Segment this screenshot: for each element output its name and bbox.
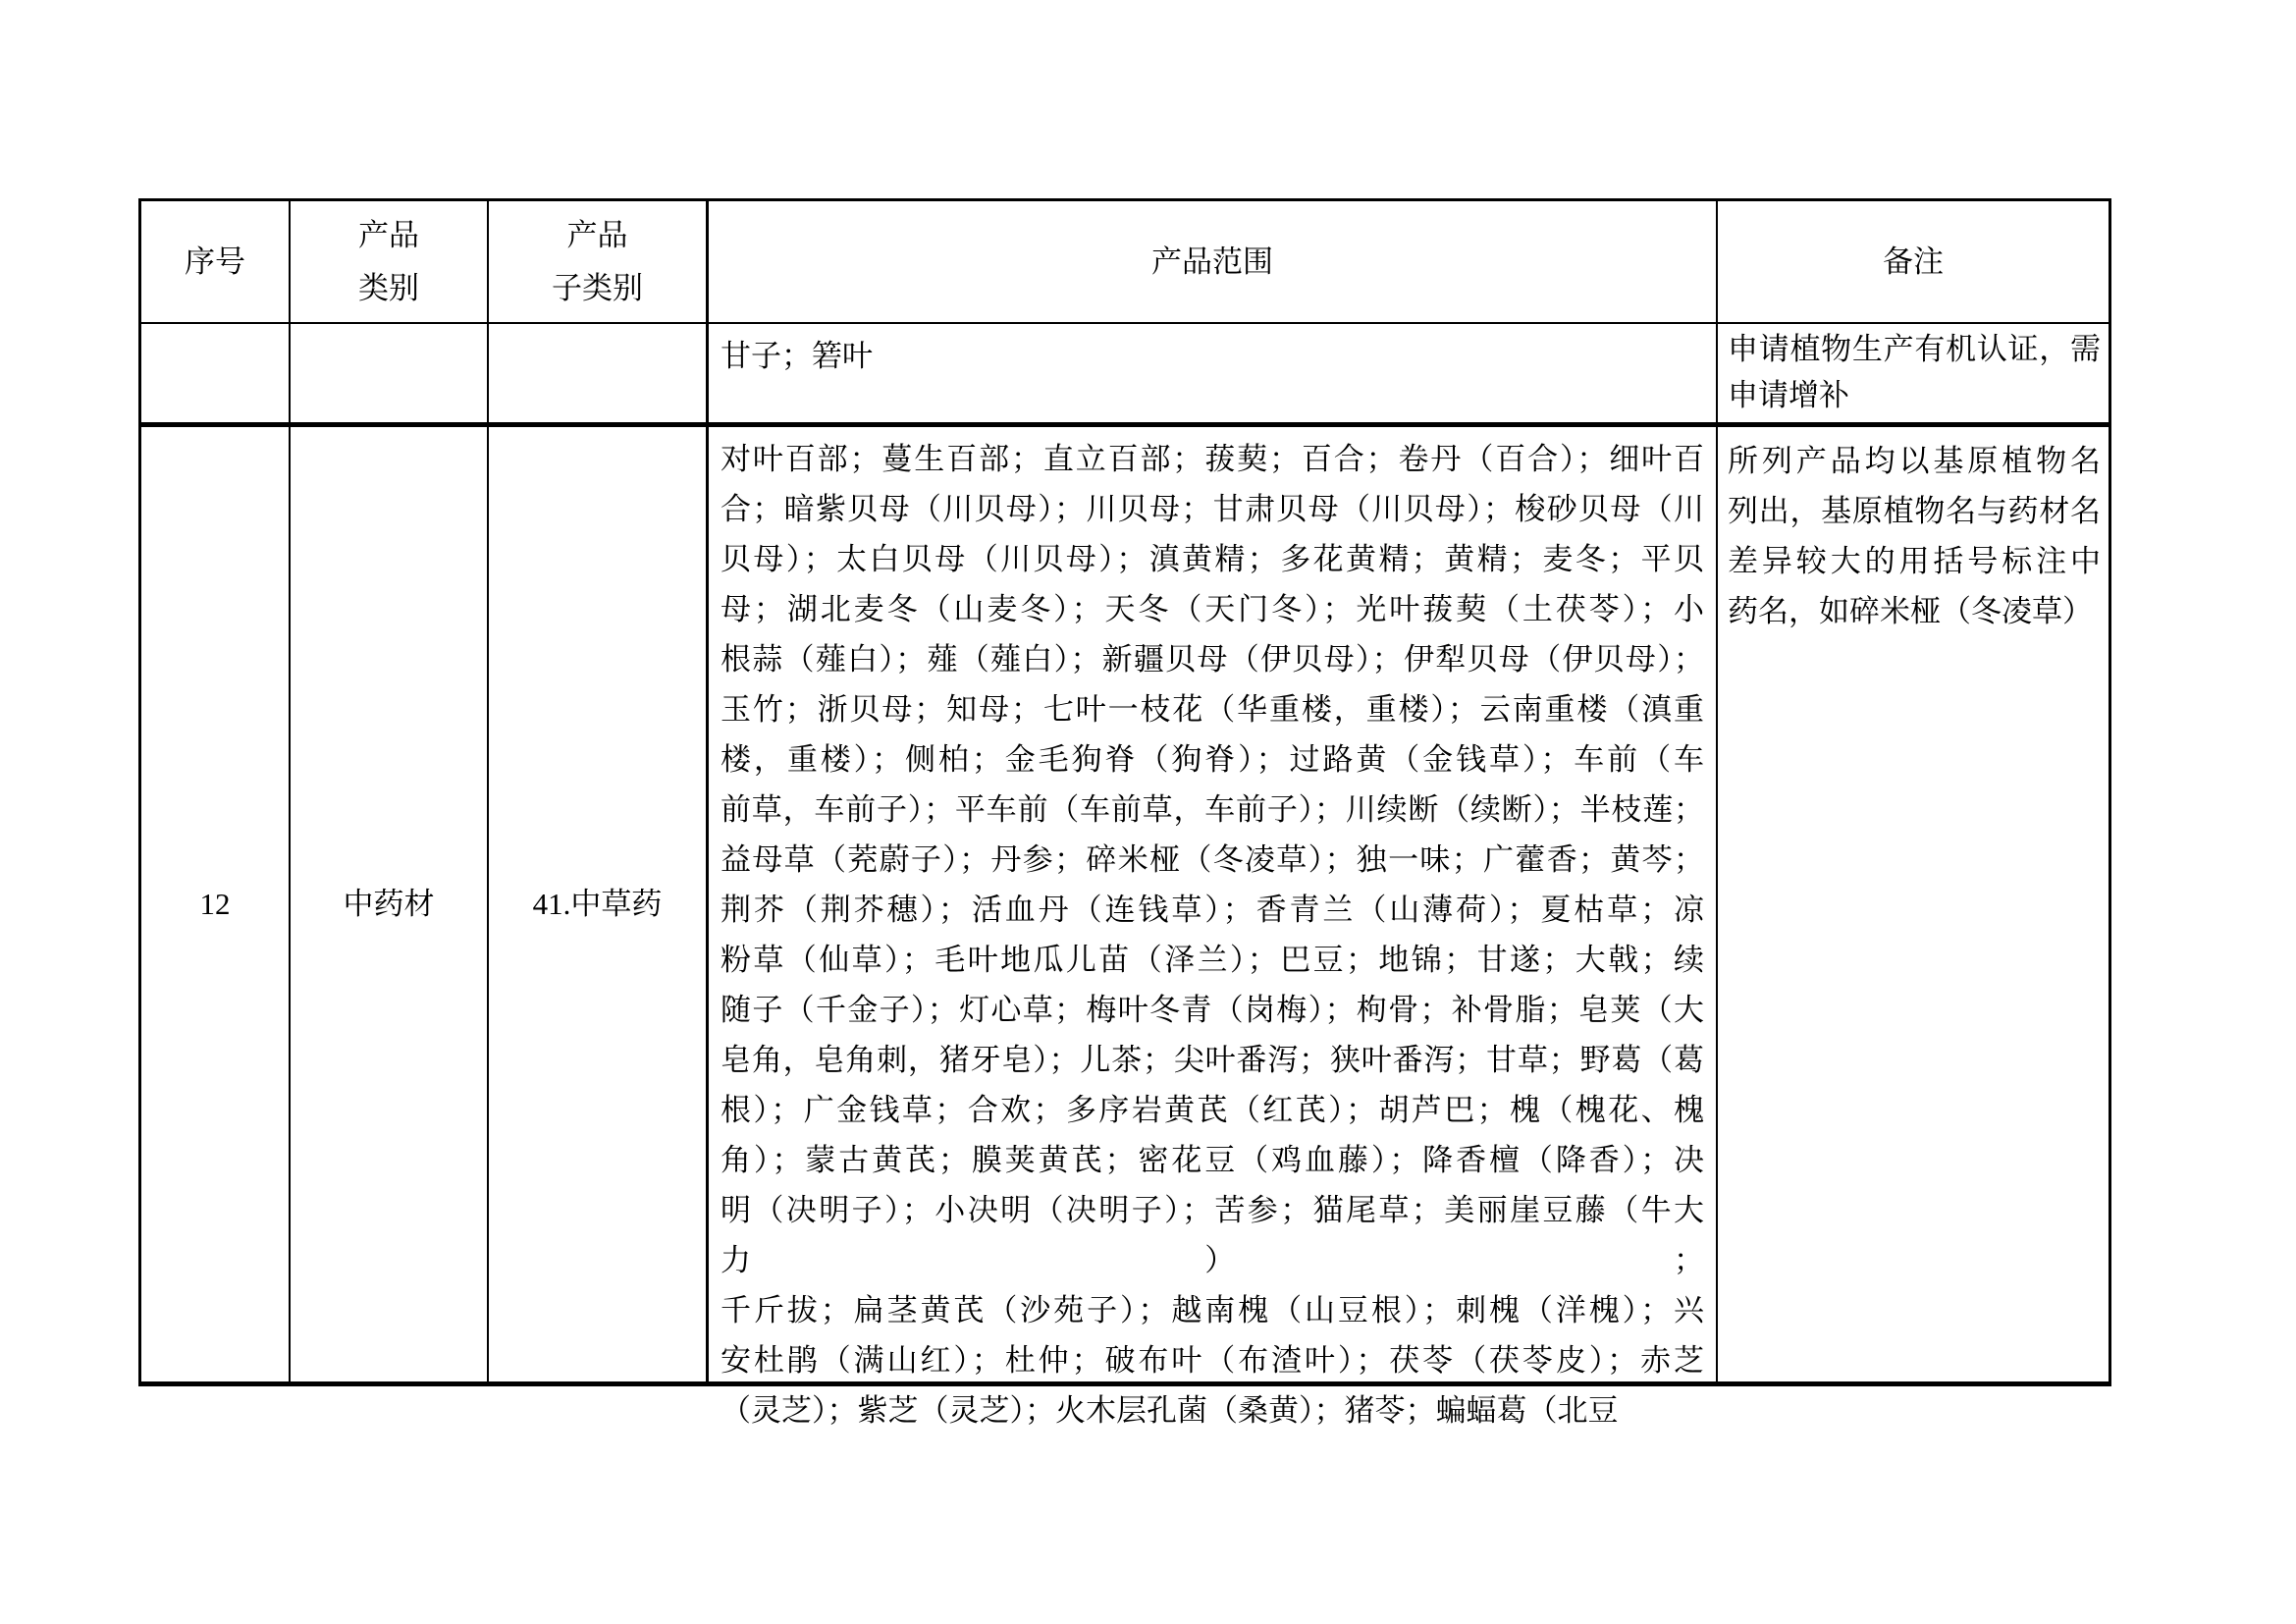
text-line: 申请增补 bbox=[1728, 378, 1849, 412]
row12-subcategory-cell bbox=[489, 427, 709, 1381]
text-line: 贝母）；太白贝母（川贝母）；滇黄精；多花黄精；黄精；麦冬；平贝 bbox=[721, 542, 1704, 576]
text-line: 差异较大的用括号标注中 bbox=[1728, 544, 2101, 578]
text-line: 列出，基原植物名与药材名 bbox=[1728, 494, 2101, 528]
row12-scope-cell bbox=[709, 427, 1718, 1428]
header-subcategory-line2: 子类别 bbox=[552, 270, 643, 305]
text-line: 根）；广金钱草；合欢；多序岩黄芪（红芪）；胡芦巴；槐（槐花、槐 bbox=[721, 1093, 1704, 1127]
text-line: 随子（千金子）；灯心草；梅叶冬青（岗梅）；枸骨；补骨脂；皂荚（大 bbox=[721, 993, 1704, 1027]
header-scope-label: 产品范围 bbox=[1151, 244, 1273, 279]
header-seq bbox=[141, 201, 291, 324]
header-scope bbox=[709, 201, 1718, 324]
row12-seq: 12 bbox=[199, 887, 231, 921]
cont-remark-cell bbox=[1718, 324, 2109, 427]
cont-seq-cell bbox=[141, 324, 291, 427]
text-line: 楼，重楼）；侧柏；金毛狗脊（狗脊）；过路黄（金钱草）；车前（车 bbox=[721, 742, 1704, 777]
text-line: 皂角，皂角刺，猪牙皂）；儿茶；尖叶番泻；狭叶番泻；甘草；野葛（葛 bbox=[721, 1043, 1704, 1077]
header-category bbox=[291, 201, 489, 324]
row12-category: 中药材 bbox=[343, 887, 435, 921]
text-line: 甘子；箬叶 bbox=[721, 339, 873, 373]
header-remark bbox=[1718, 201, 2109, 324]
header-subcategory-line1: 产品 bbox=[566, 217, 628, 252]
cont-subcategory-cell bbox=[489, 324, 709, 427]
text-line: 申请植物生产有机认证，需 bbox=[1728, 332, 2101, 366]
text-line: 玉竹；浙贝母；知母；七叶一枝花（华重楼，重楼）；云南重楼（滇重 bbox=[721, 692, 1704, 727]
text-line: 所列产品均以基原植物名 bbox=[1728, 444, 2101, 478]
row12-category-cell bbox=[291, 427, 489, 1381]
product-category-table bbox=[138, 198, 2111, 1428]
text-line: 对叶百部；蔓生百部；直立百部；菝葜；百合；卷丹（百合）；细叶百 bbox=[721, 442, 1704, 476]
text-line: 角）；蒙古黄芪；膜荚黄芪；密花豆（鸡血藤）；降香檀（降香）；决 bbox=[721, 1143, 1704, 1177]
header-seq-label: 序号 bbox=[185, 244, 245, 279]
text-line: 母；湖北麦冬（山麦冬）；天冬（天门冬）；光叶菝葜（土茯苓）；小 bbox=[721, 592, 1704, 626]
cont-category-cell bbox=[291, 324, 489, 427]
text-line: 根蒜（薤白）；薤（薤白）；新疆贝母（伊贝母）；伊犁贝母（伊贝母）； bbox=[721, 642, 1704, 677]
text-line: 安杜鹃（满山红）；杜仲；破布叶（布渣叶）；茯苓（茯苓皮）；赤芝 bbox=[721, 1343, 1704, 1378]
header-remark-label: 备注 bbox=[1883, 244, 1944, 279]
text-line: （灵芝）；紫芝（灵芝）；火木层孔菌（桑黄）；猪苓；蝙蝠葛（北豆 bbox=[721, 1393, 1619, 1428]
text-line: 前草，车前子）；平车前（车前草，车前子）；川续断（续断）；半枝莲； bbox=[721, 792, 1704, 827]
text-line: 千斤拔；扁茎黄芪（沙苑子）；越南槐（山豆根）；刺槐（洋槐）；兴 bbox=[721, 1293, 1704, 1327]
text-line: 益母草（茺蔚子）；丹参；碎米桠（冬凌草）；独一味；广藿香；黄芩； bbox=[721, 842, 1704, 877]
row12-seq-cell bbox=[141, 427, 291, 1381]
text-line: 荆芥（荆芥穗）；活血丹（连钱草）；香青兰（山薄荷）；夏枯草；凉 bbox=[721, 893, 1704, 927]
row12-subcategory: 41.中草药 bbox=[532, 887, 663, 921]
text-line: 合；暗紫贝母（川贝母）；川贝母；甘肃贝母（川贝母）；梭砂贝母（川 bbox=[721, 492, 1704, 526]
header-category-line1: 产品 bbox=[358, 217, 419, 252]
cont-scope-cell bbox=[709, 324, 1718, 427]
text-line: 粉草（仙草）；毛叶地瓜儿苗（泽兰）；巴豆；地锦；甘遂；大戟；续 bbox=[721, 943, 1704, 977]
row12-remark-cell bbox=[1718, 427, 2109, 1381]
header-category-line2: 类别 bbox=[358, 270, 419, 305]
header-subcategory bbox=[489, 201, 709, 324]
text-line: 明（决明子）；小决明（决明子）；苦参；猫尾草；美丽崖豆藤（牛大力）； bbox=[721, 1193, 1704, 1277]
text-line: 药名，如碎米桠（冬凌草） bbox=[1728, 594, 2093, 628]
